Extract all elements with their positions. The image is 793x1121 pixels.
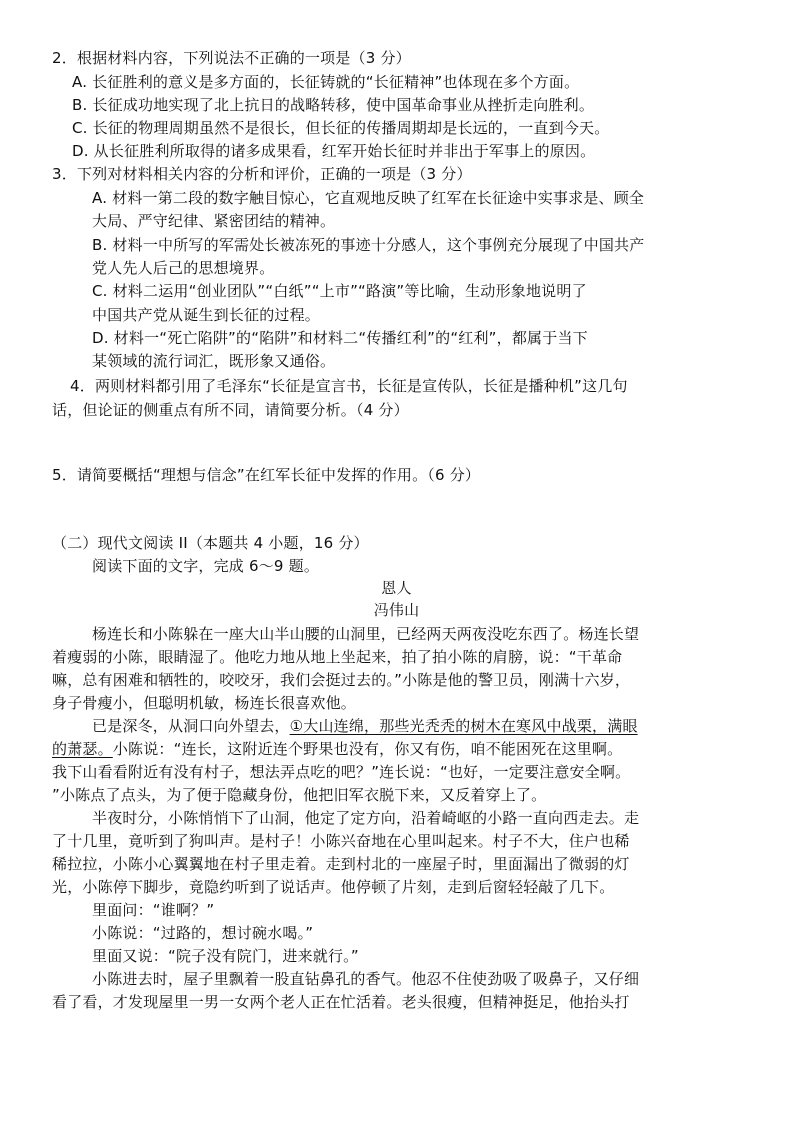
question-2-stem: 2．根据材料内容，下列说法不正确的一项是（3 分） (52, 49, 411, 67)
question-3-option-c-cont: 中国共产党从诞生到长征的过程。 (92, 306, 321, 324)
story-p2-line-2 (52, 739, 622, 759)
story-p3-line-2: 了十几里，竟听到了狗叫声。是村子！小陈兴奋地在心里叫起来。村子不大，住户也稀 (52, 832, 630, 850)
story-p1-line-4: 身子骨瘦小，但聪明机敏，杨连长很喜欢他。 (52, 694, 357, 712)
question-4-line-2: 话，但论证的侧重点有所不同，请简要分析。（4 分） (52, 401, 409, 419)
dialogue-line-2: 小陈说：“过路的，想讨碗水喝。” (92, 924, 314, 942)
story-p2-rest-1: 小陈说：“连长，这附近连个野果也没有，你又有伤，咱不能困死在这里啊。 (112, 740, 623, 758)
question-5: 5．请简要概括“理想与信念”在红军长征中发挥的作用。（6 分） (52, 466, 481, 484)
story-title: 恩人 (381, 579, 412, 597)
question-3-option-b-cont: 党人先人后己的思想境界。 (92, 259, 275, 277)
story-p3-line-4: 光，小陈停下脚步，竟隐约听到了说话声。他停顿了片刻，走到后窗轻轻敲了几下。 (52, 878, 615, 896)
underlined-sentence-1: ①大山连绵，那些光秃秃的树木在寒风中战栗，满眼 (289, 717, 638, 735)
story-p1-line-3: 嘛，总有困难和牺牲的，咬咬牙，我们会挺过去的。”小陈是他的警卫员，刚满十六岁， (52, 671, 631, 689)
story-p4-line-2: 看了看，才发现屋里一男一女两个老人正在忙活着。老头很瘦，但精神挺足，他抬头打 (52, 993, 630, 1011)
story-p1-line-1: 杨连长和小陈躲在一座大山半山腰的山洞里，已经两天两夜没吃东西了。杨连长望 (92, 625, 640, 643)
dialogue-line-3: 里面又说：“院子没有院门，进来就行。” (92, 947, 359, 965)
question-3-option-a-cont: 大局、严守纪律、紧密团结的精神。 (92, 212, 336, 230)
question-2-option-b: B. 长征成功地实现了北上抗日的战略转移，使中国革命事业从挫折走向胜利。 (72, 96, 595, 114)
question-3-option-d: D. 材料一“死亡陷阱”的“陷阱”和材料二“传播红利”的“红利”，都属于当下 (92, 329, 588, 347)
question-3-option-a: A. 材料一第二段的数字触目惊心，它直观地反映了红军在长征途中实事求是、顾全 (92, 189, 645, 207)
question-3-option-c: C. 材料二运用“创业团队”“白纸”“上市”“路演”等比喻，生动形象地说明了 (92, 282, 587, 300)
story-p2-lead: 已是深冬，从洞口向外望去， (92, 717, 290, 735)
dialogue-line-1: 里面问：“谁啊？” (92, 901, 215, 919)
question-3-option-d-cont: 某领域的流行词汇，既形象又通俗。 (92, 352, 336, 370)
story-p2-line-3: 我下山看看附近有没有村子，想法弄点吃的吧？”连长说：“也好，一定要注意安全啊。 (52, 763, 631, 781)
question-2-option-a: A. 长征胜利的意义是多方面的，长征铸就的“长征精神”也体现在多个方面。 (72, 73, 580, 91)
story-p3-line-1: 半夜时分，小陈悄悄下了山洞，他定了定方向，沿着崎岖的小路一直向西走去。走 (92, 809, 640, 827)
question-3-stem: 3．下列对材料相关内容的分析和评价，正确的一项是（3 分） (52, 165, 472, 183)
question-2-option-c: C. 长征的物理周期虽然不是很长，但长征的传播周期却是长远的，一直到今天。 (72, 119, 610, 137)
story-author: 冯伟山 (373, 601, 420, 619)
story-p2-line-1 (92, 716, 638, 736)
section-heading: （二）现代文阅读 II（本题共 4 小题，16 分） (52, 534, 369, 552)
question-3-option-b: B. 材料一中所写的军需处长被冻死的事迹十分感人，这个事例充分展现了中国共产 (92, 236, 645, 254)
underlined-sentence-1-end: 的萧瑟。 (52, 740, 113, 758)
story-p3-line-3: 稀拉拉，小陈小心翼翼地在村子里走着。走到村北的一座屋子时，里面漏出了微弱的灯 (52, 855, 630, 873)
question-2-option-d: D. 从长征胜利所取得的诸多成果看，红军开始长征时并非出于军事上的原因。 (72, 142, 596, 160)
story-p2-line-4: ”小陈点了点头，为了便于隐藏身份，他把旧军衣脱下来，又反着穿上了。 (52, 786, 547, 804)
story-p1-line-2: 着瘦弱的小陈，眼睛湿了。他吃力地从地上坐起来，拍了拍小陈的肩膀，说：“干革命 (52, 648, 623, 666)
story-p4-line-1: 小陈进去时，屋子里飘着一股直钻鼻孔的香气。他忍不住使劲吸了吸鼻子，又仔细 (92, 970, 640, 988)
question-4-line-1: 4．两则材料都引用了毛泽东“长征是宣言书，长征是宣传队，长征是播种机”这几句 (70, 377, 628, 395)
section-instruction: 阅读下面的文字，完成 6～9 题。 (92, 557, 320, 575)
